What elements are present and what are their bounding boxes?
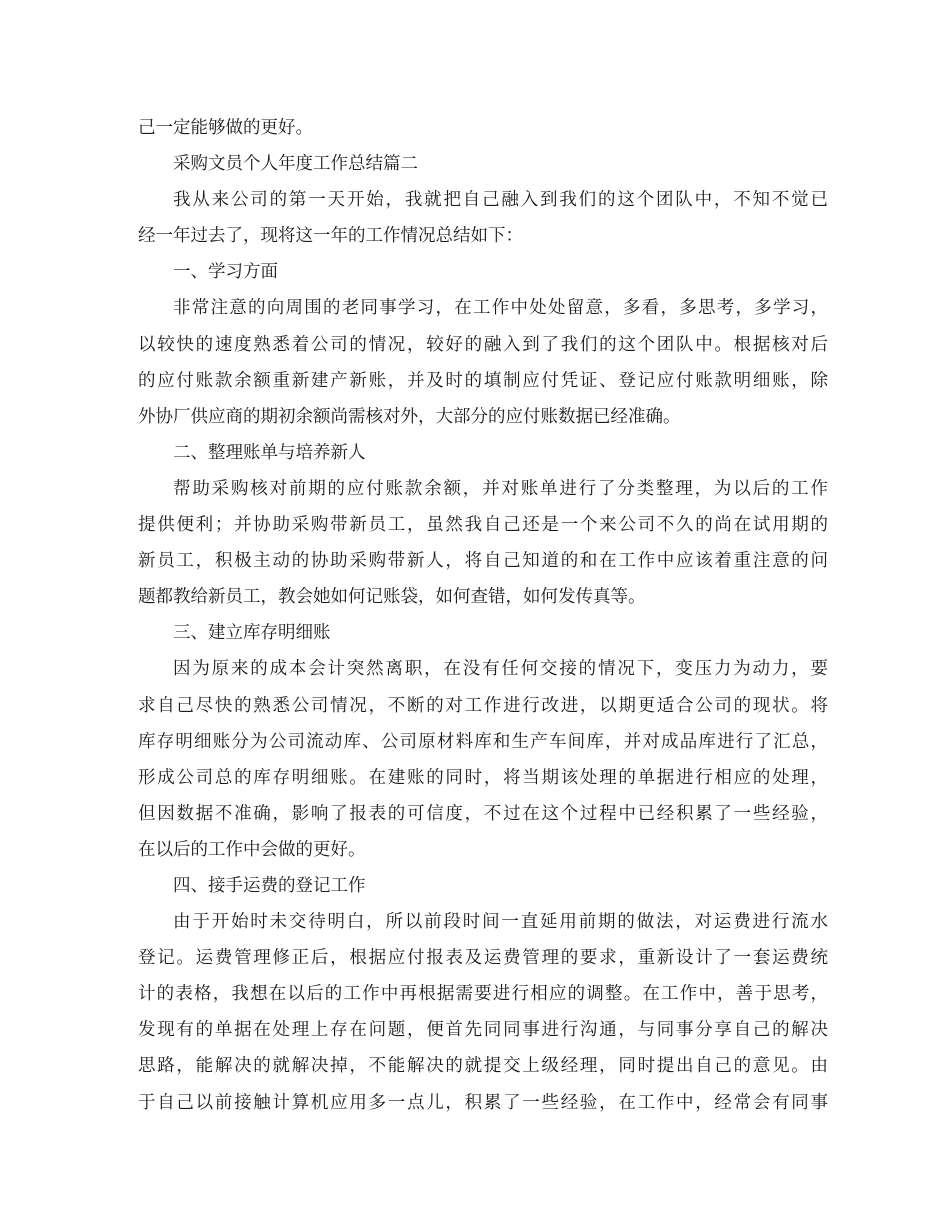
text-line: 二、整理账单与培养新人 [173,442,366,463]
text-line: 发现有的单据在处理上存在问题，便首先同同事进行沟通，与同事分享自己的解决 [138,1020,828,1041]
text-line: 登记。运费管理修正后，根据应付报表及运费管理的要求，重新设计了一套运费统 [138,948,828,969]
text-line: 帮助采购核对前期的应付账款余额，并对账单进行了分类整理，为以后的工作 [173,478,828,499]
text-line: 思路，能解决的就解决掉，不能解决的就提交上级经理，同时提出自己的意见。由 [138,1056,828,1077]
text-line: 经一年过去了，现将这一年的工作情况总结如下： [138,226,523,247]
text-line: 题都教给新员工，教会她如何记账袋，如何查错，如何发传真等。 [138,587,646,608]
text-line: 采购文员个人年度工作总结篇二 [173,154,418,175]
text-line: 求自己尽快的熟悉公司情况，不断的对工作进行改进，以期更适合公司的现状。将 [138,695,828,716]
text-line: 库存明细账分为公司流动库、公司原材料库和生产车间库，并对成品库进行了汇总， [138,731,828,752]
text-line: 在以后的工作中会做的更好。 [138,839,366,860]
text-line: 的应付账款余额重新建产新账，并及时的填制应付凭证、登记应付账款明细账，除 [138,370,828,391]
document-body [138,110,828,1121]
text-line: 新员工，积极主动的协助采购带新人，将自己知道的和在工作中应该着重注意的问 [138,551,828,572]
text-line: 提供便利；并协助采购带新员工，虽然我自己还是一个来公司不久的尚在试用期的 [138,515,828,536]
text-line: 四、接手运费的登记工作 [173,875,366,896]
text-line: 计的表格，我想在以后的工作中再根据需要进行相应的调整。在工作中，善于思考， [138,984,828,1005]
text-line: 一、学习方面 [173,262,278,283]
text-line: 非常注意的向周围的老同事学习，在工作中处处留意，多看，多思考，多学习， [173,298,828,319]
text-line: 因为原来的成本会计突然离职，在没有任何交接的情况下，变压力为动力，要 [173,659,828,680]
text-line: 以较快的速度熟悉着公司的情况，较好的融入到了我们的这个团队中。根据核对后 [138,334,828,355]
text-line: 于自己以前接触计算机应用多一点儿，积累了一些经验，在工作中，经常会有同事 [138,1092,828,1113]
text-line: 外协厂供应商的期初余额尚需核对外，大部分的应付账数据已经准确。 [138,406,681,427]
text-line: 我从来公司的第一天开始，我就把自己融入到我们的这个团队中，不知不觉已 [173,190,828,211]
text-line: 但因数据不准确，影响了报表的可信度，不过在这个过程中已经积累了一些经验， [138,803,828,824]
text-line: 己一定能够做的更好。 [138,118,313,138]
text-line: 由于开始时未交待明白，所以前段时间一直延用前期的做法，对运费进行流水 [173,912,828,933]
text-line: 形成公司总的库存明细账。在建账的同时，将当期该处理的单据进行相应的处理， [138,767,828,788]
text-line: 三、建立库存明细账 [173,623,331,644]
